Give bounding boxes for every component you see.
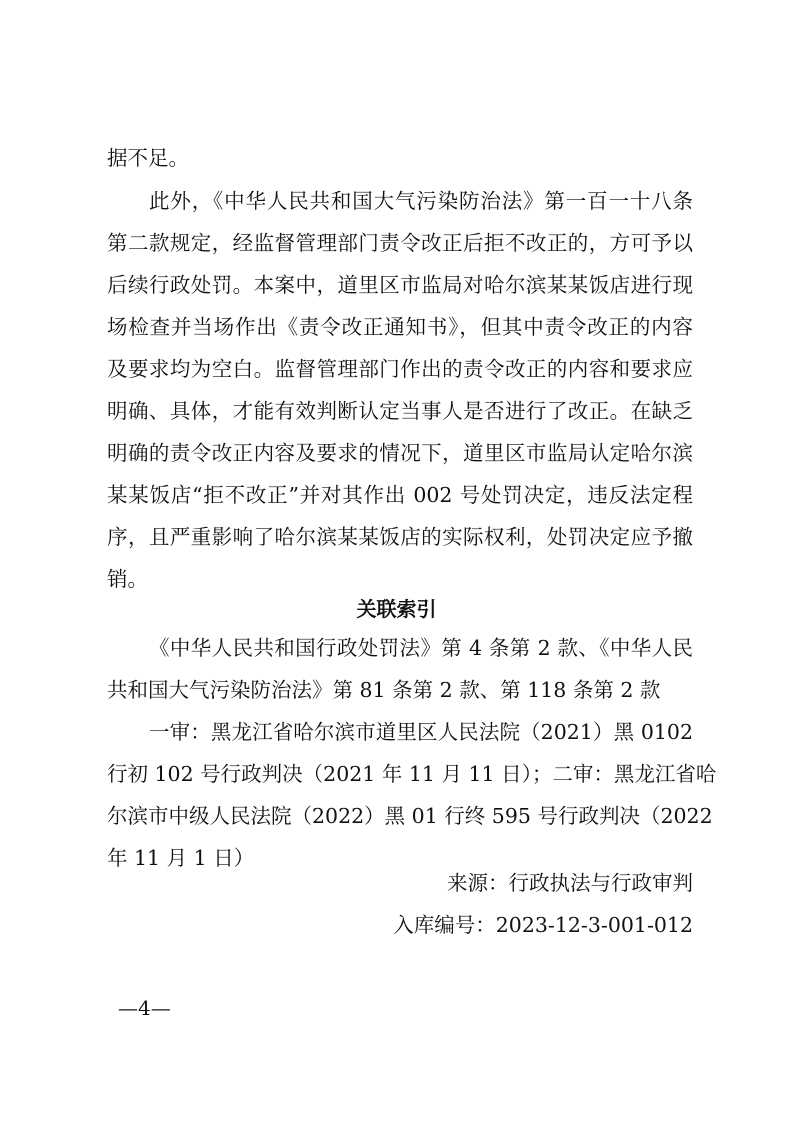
paragraph-line: 场检查并当场作出《责令改正通知书》，但其中责令改正的内容 <box>107 315 693 339</box>
paragraph-line: 销。 <box>107 567 148 591</box>
paragraph-line: 序，且严重影响了哈尔滨某某饭店的实际权利，处罚决定应予撤 <box>107 525 693 549</box>
law-reference-line: 《中华人民共和国行政处罚法》第 4 条第 2 款、《中华人民 <box>149 636 693 660</box>
paragraph-line: 某某饭店“拒不改正”并对其作出 002 号处罚决定，违反法定程 <box>107 483 693 507</box>
paragraph-line: 及要求均为空白。监督管理部门作出的责令改正的内容和要求应 <box>107 357 693 381</box>
paragraph-line: 明确、具体，才能有效判断认定当事人是否进行了改正。在缺乏 <box>107 399 693 423</box>
paragraph-line: 后续行政处罚。本案中，道里区市监局对哈尔滨某某饭店进行现 <box>107 273 693 297</box>
source-line: 来源：行政执法与行政审判 <box>447 871 693 895</box>
trial-reference-line: 年 11 月 1 日） <box>107 846 255 870</box>
entry-number: 入库编号：2023-12-3-001-012 <box>393 913 693 937</box>
page-number: —4— <box>118 996 171 1020</box>
paragraph-line: 明确的责令改正内容及要求的情况下，道里区市监局认定哈尔滨 <box>107 441 693 465</box>
trial-reference-line: 行初 102 号行政判决（2021 年 11 月 11 日）；二审：黑龙江省哈 <box>107 762 717 786</box>
paragraph-line: 此外，《中华人民共和国大气污染防治法》第一百一十八条 <box>149 189 693 213</box>
trial-reference-line: 一审：黑龙江省哈尔滨市道里区人民法院（2021）黑 0102 <box>149 720 693 744</box>
section-heading: 关联索引 <box>356 597 437 621</box>
paragraph-line: 第二款规定，经监督管理部门责令改正后拒不改正的，方可予以 <box>107 231 693 255</box>
paragraph-line: 据不足。 <box>107 146 189 170</box>
trial-reference-line: 尔滨市中级人民法院（2022）黑 01 行终 595 号行政判决（2022 <box>107 804 713 828</box>
law-reference-line: 共和国大气污染防治法》第 81 条第 2 款、第 118 条第 2 款 <box>107 678 661 702</box>
